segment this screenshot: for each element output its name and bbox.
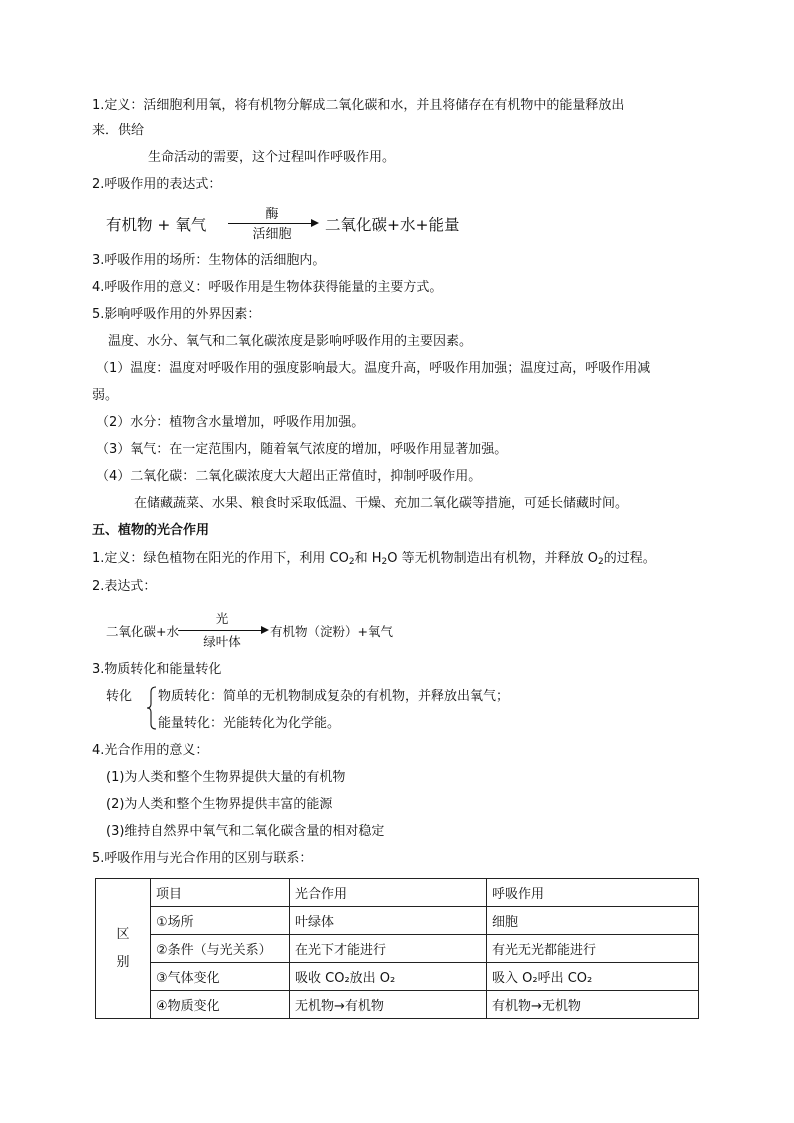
photo-def-part2: 和 H bbox=[354, 551, 382, 566]
photo-def-part4: 的过程。 bbox=[603, 551, 656, 566]
resp-factor-water: （2）水分：植物含水量增加，呼吸作用加强。 bbox=[96, 415, 365, 430]
resp-factors-title: 5.影响呼吸作用的外界因素： bbox=[92, 307, 261, 322]
photo-definition bbox=[92, 549, 656, 572]
photo-def-sub-o2: 2 bbox=[597, 557, 604, 567]
table-cell: ④物质变化 bbox=[151, 991, 290, 1019]
photo-meaning-3: (3)维持自然界中氧气和二氧化碳含量的相对稳定 bbox=[106, 824, 385, 839]
photo-meaning-title: 4.光合作用的意义： bbox=[92, 743, 209, 758]
photo-eq-left: 二氧化碳+水 bbox=[106, 624, 179, 639]
photo-conversion-label: 转化 bbox=[106, 689, 133, 704]
brace-icon bbox=[146, 686, 158, 730]
photo-conversion-title: 3.物质转化和能量转化 bbox=[92, 662, 222, 677]
resp-site: 3.呼吸作用的场所：生物体的活细胞内。 bbox=[92, 253, 326, 268]
photo-meaning-2: (2)为人类和整个生物界提供丰富的能源 bbox=[106, 797, 333, 812]
table-cell: ③气体变化 bbox=[151, 963, 290, 991]
table-group-char-2: 别 bbox=[116, 954, 130, 970]
resp-eq-left: 有机物 + 氧气 bbox=[106, 216, 207, 234]
resp-storage-note: 在储藏蔬菜、水果、粮食时采取低温、干燥、充加二氧化碳等措施，可延长储藏时间。 bbox=[134, 496, 629, 511]
table-cell: ①场所 bbox=[151, 907, 290, 935]
resp-meaning: 4.呼吸作用的意义：呼吸作用是生物体获得能量的主要方式。 bbox=[92, 280, 443, 295]
photo-eq-right: 有机物（淀粉）+氧气 bbox=[270, 624, 393, 639]
photo-expression-title: 2.表达式： bbox=[92, 579, 157, 594]
table-row bbox=[96, 935, 699, 963]
resp-factors-intro: 温度、水分、氧气和二氧化碳浓度是影响呼吸作用的主要因素。 bbox=[108, 334, 473, 349]
photo-meaning-1: (1)为人类和整个生物界提供大量的有机物 bbox=[106, 770, 346, 785]
resp-factor-temperature-1: （1）温度：温度对呼吸作用的强度影响最大。温度升高，呼吸作用加强；温度过高，呼吸作用减 bbox=[96, 361, 651, 376]
resp-definition-line3: 生命活动的需要，这个过程叫作呼吸作用。 bbox=[148, 150, 396, 165]
resp-factor-oxygen: （3）氧气：在一定范围内，随着氧气浓度的增加，呼吸作用显著加强。 bbox=[96, 442, 508, 457]
table-row bbox=[96, 991, 699, 1019]
photo-def-sub-h2o: 2 bbox=[381, 557, 388, 567]
table-cell: 有光无光都能进行 bbox=[487, 935, 699, 963]
photo-def-part1: 1.定义：绿色植物在阳光的作用下，利用 CO bbox=[92, 551, 349, 566]
table-header-resp: 呼吸作用 bbox=[487, 879, 699, 907]
photo-eq-above: 光 bbox=[215, 611, 229, 626]
resp-expression-title: 2.呼吸作用的表达式： bbox=[92, 177, 222, 192]
resp-definition-line1: 1.定义：活细胞利用氧，将有机物分解成二氧化碳和水，并且将储存在有机物中的能量释放出 bbox=[92, 98, 625, 113]
table-cell: 细胞 bbox=[487, 907, 699, 935]
photo-section-title: 五、植物的光合作用 bbox=[92, 523, 210, 538]
photo-conversion-matter: 物质转化：简单的无机物制成复杂的有机物，并释放出氧气； bbox=[158, 689, 510, 704]
table-cell: 在光下才能进行 bbox=[290, 935, 487, 963]
table-header-item: 项目 bbox=[151, 879, 290, 907]
table-row bbox=[96, 907, 699, 935]
resp-eq-right: 二氧化碳+水+能量 bbox=[325, 216, 460, 234]
table-group-char-1: 区 bbox=[116, 926, 130, 942]
photo-def-sub-co2: 2 bbox=[348, 557, 355, 567]
table-cell: 无机物→有机物 bbox=[290, 991, 487, 1019]
table-header-row bbox=[96, 879, 699, 907]
resp-eq-below: 活细胞 bbox=[252, 227, 292, 242]
resp-eq-above: 酶 bbox=[265, 207, 279, 222]
table-cell: 有机物→无机物 bbox=[487, 991, 699, 1019]
resp-factor-co2: （4）二氧化碳：二氧化碳浓度大大超出正常值时，抑制呼吸作用。 bbox=[96, 469, 482, 484]
resp-factor-temperature-2: 弱。 bbox=[92, 388, 119, 403]
table-cell: 吸收 CO₂放出 O₂ bbox=[290, 963, 487, 991]
table-cell: 吸入 O₂呼出 CO₂ bbox=[487, 963, 699, 991]
table-group-cell bbox=[96, 879, 151, 1019]
resp-definition-line2: 来．供给 bbox=[92, 123, 145, 138]
table-cell: ②条件（与光关系） bbox=[151, 935, 290, 963]
photo-eq-arrow bbox=[178, 630, 262, 631]
table-row bbox=[96, 963, 699, 991]
photo-def-part3: O 等无机物制造出有机物，并释放 O bbox=[387, 551, 598, 566]
comparison-table bbox=[95, 878, 699, 1019]
photo-conversion-energy: 能量转化：光能转化为化学能。 bbox=[158, 716, 341, 731]
photo-eq-below: 绿叶体 bbox=[203, 634, 241, 649]
table-header-photo: 光合作用 bbox=[290, 879, 487, 907]
table-cell: 叶绿体 bbox=[290, 907, 487, 935]
comparison-title: 5.呼吸作用与光合作用的区别与联系： bbox=[92, 851, 313, 866]
